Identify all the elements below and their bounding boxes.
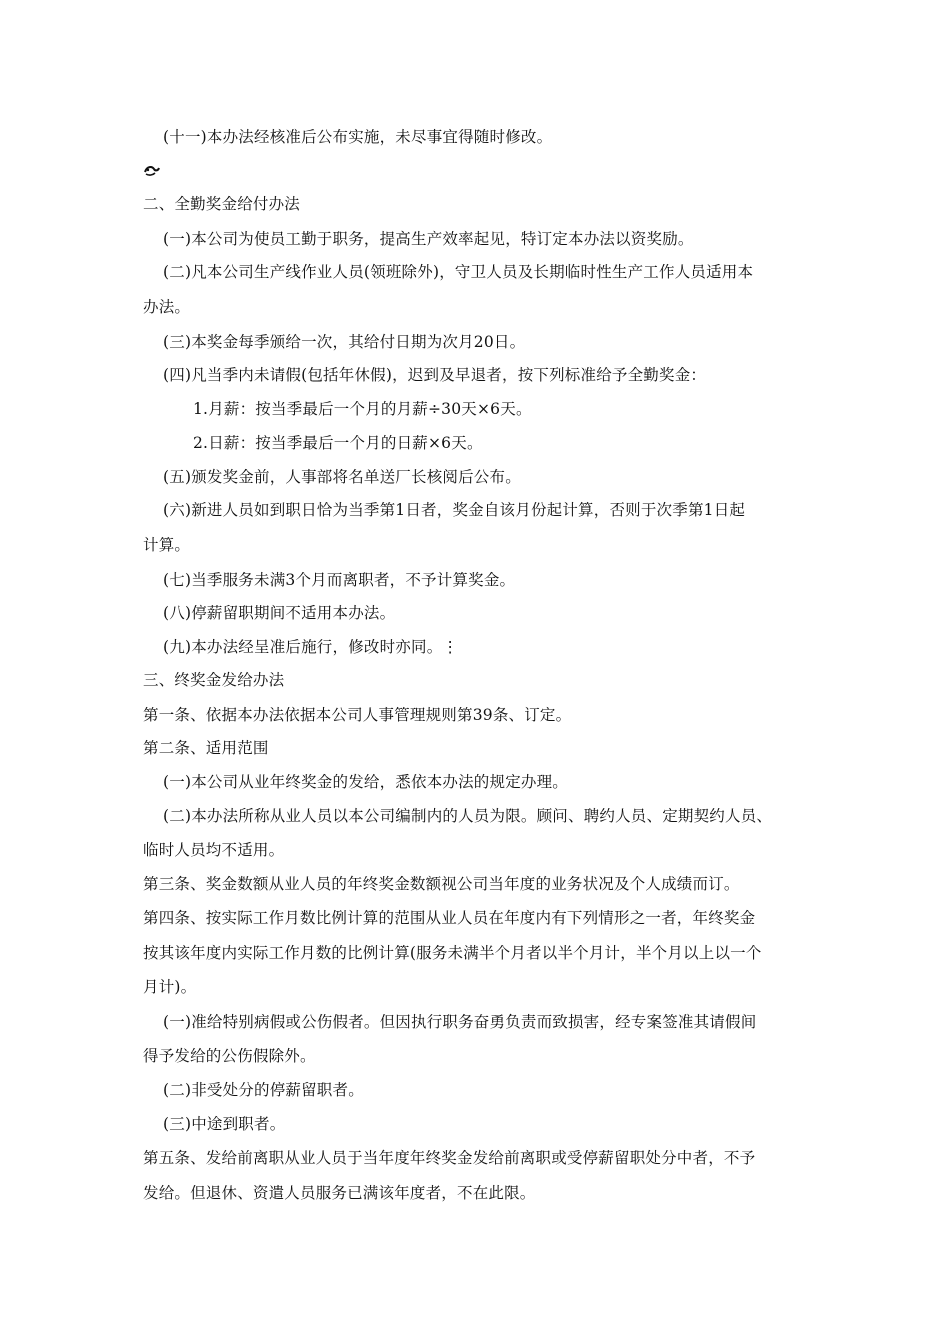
section-2-item-1: (一)本公司为使员工勤于职务，提高生产效率起见，特订定本办法以资奖励。 (163, 230, 694, 248)
section-2-item-2: (二)凡本公司生产线作业人员(领班除外)，守卫人员及长期临时性生产工作人员适用本 (163, 263, 754, 281)
article-4-cont-1: 按其该年度内实际工作月数的比例计算(服务未满半个月者以半个月计，半个月以上以一个 (143, 944, 762, 962)
article-4-item-2: (二)非受处分的停薪留职者。 (163, 1081, 364, 1099)
article-4-item-1: (一)准给特别病假或公伤假者。但因执行职务奋勇负责而致损害，经专案签准其请假间 (163, 1013, 757, 1031)
decorative-glyph-icon (143, 163, 161, 177)
section-2-item-7: (七)当季服务未满3个月而离职者，不予计算奖金。 (163, 571, 516, 589)
article-4-item-1-cont: 得予发给的公伤假除外。 (143, 1047, 316, 1065)
section-2-heading: 二、全勤奖金给付办法 (143, 195, 301, 213)
section-2-item-6-cont: 计算。 (143, 536, 191, 554)
section-3-heading: 三、终奖金发给办法 (143, 671, 285, 689)
article-4-cont-2: 月计)。 (143, 978, 197, 996)
article-1: 第一条、依据本办法依据本公司人事管理规则第39条、订定。 (143, 706, 572, 724)
section-2-item-5: (五)颁发奖金前，人事部将名单送厂长核阅后公布。 (163, 468, 521, 486)
clause-11-text: (十一)本办法经核准后公布实施，未尽事宜得随时修改。 (163, 128, 553, 146)
article-2-item-2: (二)本办法所称从业人员以本公司编制内的人员为限。顾问、聘约人员、定期契约人员、 (163, 807, 773, 825)
section-2-item-9: (九)本办法经呈准后施行，修改时亦同。⋮ (163, 638, 459, 656)
article-4: 第四条、按实际工作月数比例计算的范围从业人员在年度内有下列情形之一者，年终奖金 (143, 909, 756, 927)
section-2-item-4-sub-1: 1.月薪：按当季最后一个月的月薪÷30天×6天。 (193, 400, 532, 418)
article-5-cont: 发给。但退休、资遣人员服务已满该年度者，不在此限。 (143, 1184, 536, 1202)
section-2-item-8: (八)停薪留职期间不适用本办法。 (163, 604, 396, 622)
article-3: 第三条、奖金数额从业人员的年终奖金数额视公司当年度的业务状况及个人成绩而订。 (143, 875, 740, 893)
article-2-item-1: (一)本公司从业年终奖金的发给，悉依本办法的规定办理。 (163, 773, 568, 791)
section-2-item-6: (六)新进人员如到职日恰为当季第1日者，奖金自该月份起计算，否则于次季第1日起 (163, 501, 746, 519)
article-2-item-2-cont: 临时人员均不适用。 (143, 841, 285, 859)
article-4-item-3: (三)中途到职者。 (163, 1115, 286, 1133)
section-2-item-4-sub-2: 2.日薪：按当季最后一个月的日薪×6天。 (193, 434, 483, 452)
article-2-heading: 第二条、适用范围 (143, 739, 269, 757)
article-5: 第五条、发给前离职从业人员于当年度年终奖金发给前离职或受停薪留职处分中者，不予 (143, 1149, 756, 1167)
section-2-item-2-cont: 办法。 (143, 298, 191, 316)
section-2-item-3: (三)本奖金每季颁给一次，其给付日期为次月20日。 (163, 333, 526, 351)
section-2-item-4: (四)凡当季内未请假(包括年休假)，迟到及早退者，按下列标准给予全勤奖金： (163, 366, 707, 384)
